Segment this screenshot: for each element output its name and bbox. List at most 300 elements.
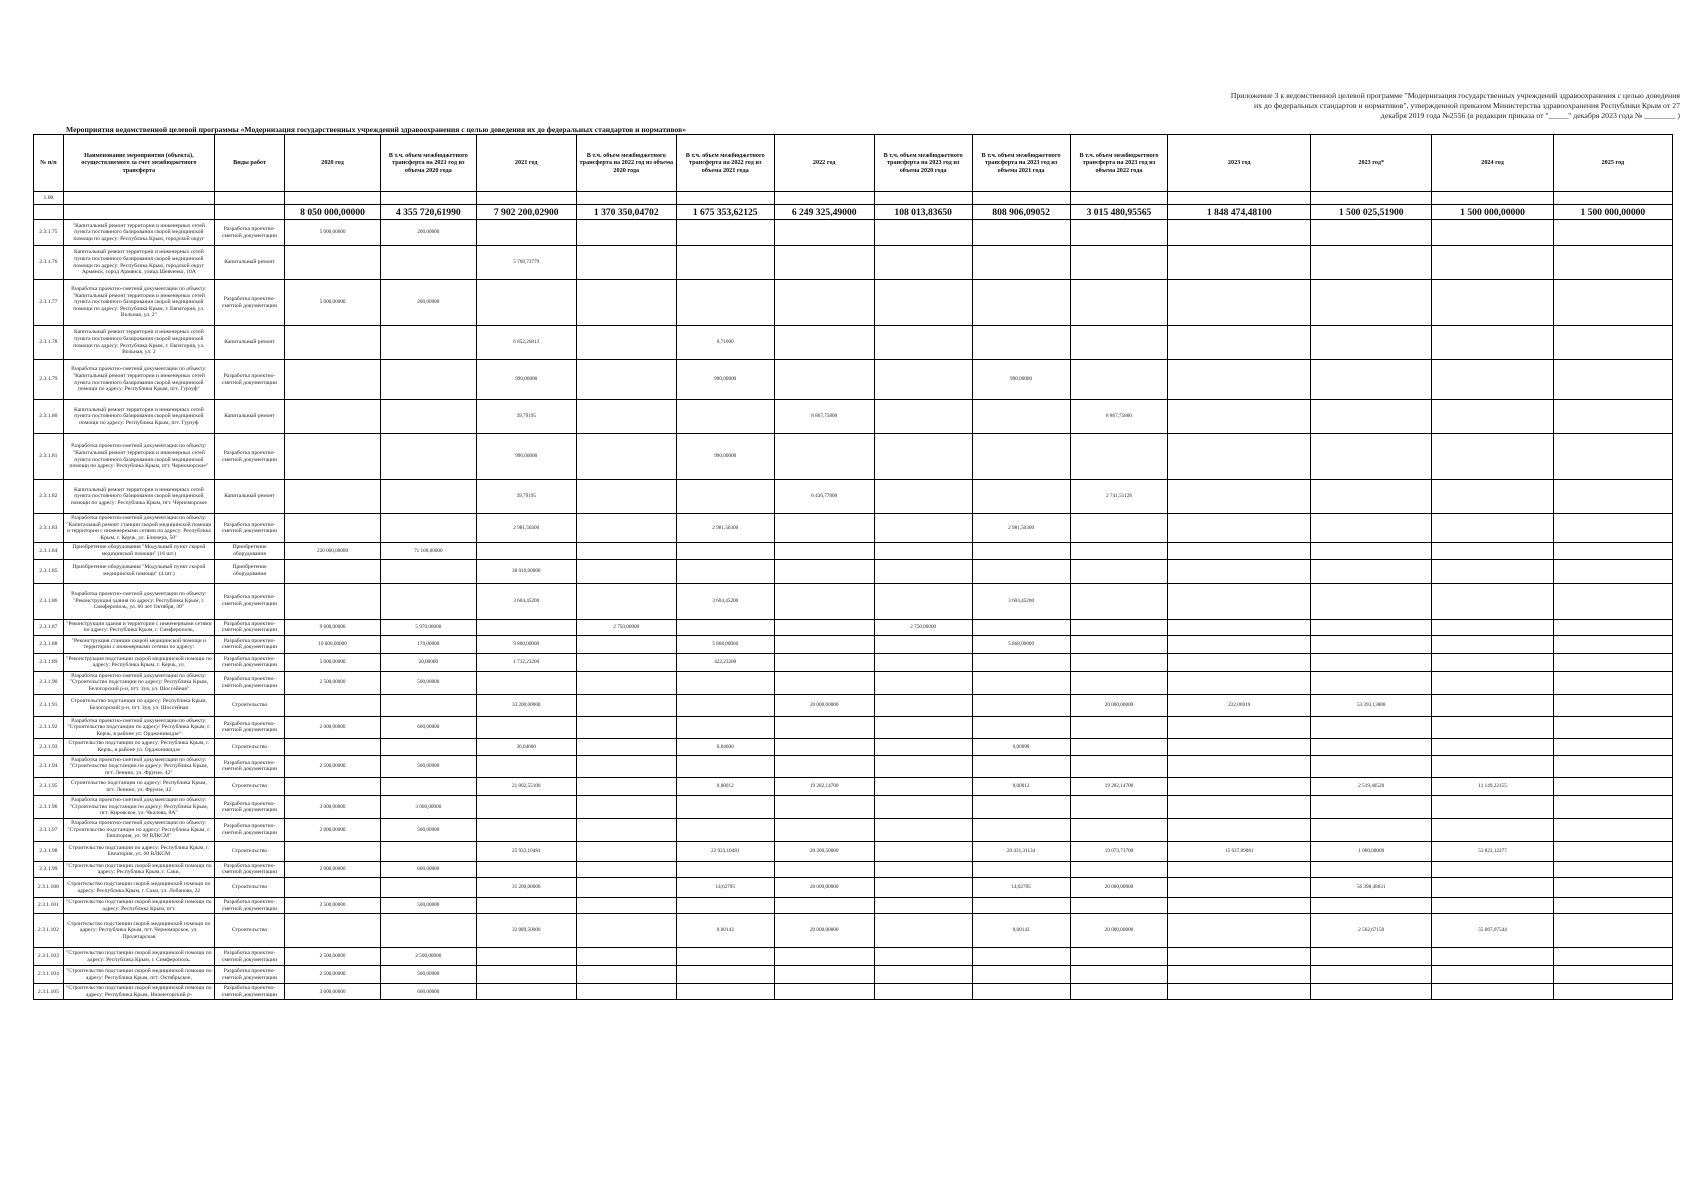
header-row bbox=[34, 135, 1673, 192]
amount-cell bbox=[972, 898, 1070, 914]
row-number: 2.3.1.82 bbox=[34, 480, 64, 514]
amount-cell bbox=[1168, 739, 1311, 755]
amount-cell bbox=[774, 966, 874, 984]
column-header: В т.ч. объем межбюджетного трансферта на 2023 год из объема 2022 года bbox=[1070, 135, 1168, 192]
amount-cell bbox=[1311, 716, 1432, 739]
amount-cell: 0,04600 bbox=[676, 739, 774, 755]
amount-cell bbox=[1311, 514, 1432, 543]
amount-cell bbox=[676, 861, 774, 877]
amount-cell: 9 800,00000 bbox=[476, 635, 576, 653]
amount-cell bbox=[1168, 984, 1311, 1000]
amount-cell: 990,00000 bbox=[476, 360, 576, 400]
amount-cell: 500,00000 bbox=[380, 898, 476, 914]
amount-cell bbox=[576, 480, 676, 514]
amount-cell bbox=[1432, 543, 1553, 559]
amount-cell: 200,00000 bbox=[380, 220, 476, 246]
appendix-line: их до федеральных стандартов и нормативов", утвержденной приказом Министерства здравоохранения Республики Крым от 27 bbox=[1254, 101, 1680, 110]
amount-cell bbox=[676, 796, 774, 819]
object-name: "Строительство подстанции скорой медицинской помощи по адресу: Республика Крым, г. Саки, bbox=[63, 861, 214, 877]
amount-cell bbox=[576, 559, 676, 583]
amount-cell bbox=[1311, 220, 1432, 246]
table-body bbox=[34, 192, 1673, 1000]
object-name: "Строительство подстанции скорой медицинской помощи по адресу: Республика Крым, пгт. Октябрьское, bbox=[63, 966, 214, 984]
amount-cell bbox=[1553, 653, 1672, 671]
object-name: Строительство подстанции по адресу: Республика Крым, пгт. Ленино, ул. Фрунзе, 42 bbox=[63, 778, 214, 796]
amount-cell bbox=[380, 246, 476, 280]
amount-cell bbox=[774, 583, 874, 619]
amount-cell bbox=[576, 796, 676, 819]
amount-cell bbox=[576, 543, 676, 559]
amount-cell bbox=[1168, 220, 1311, 246]
amount-cell bbox=[1311, 559, 1432, 583]
amount-cell bbox=[774, 653, 874, 671]
amount-cell: 2 500,00000 bbox=[285, 948, 381, 966]
amount-cell bbox=[774, 326, 874, 360]
amount-cell bbox=[1432, 694, 1553, 716]
table-row bbox=[34, 326, 1673, 360]
amount-cell bbox=[576, 861, 676, 877]
total-value: 1 675 353,62125 bbox=[676, 205, 774, 220]
amount-cell bbox=[774, 360, 874, 400]
work-type: Разработка проектно-сметной документации bbox=[214, 984, 284, 1000]
amount-cell: 39,79195 bbox=[476, 480, 576, 514]
amount-cell: 71 100,00000 bbox=[380, 543, 476, 559]
amount-cell bbox=[1553, 559, 1672, 583]
amount-cell bbox=[874, 360, 972, 400]
amount-cell bbox=[576, 280, 676, 326]
table-row bbox=[34, 220, 1673, 246]
amount-cell bbox=[676, 755, 774, 778]
amount-cell bbox=[285, 694, 381, 716]
amount-cell bbox=[972, 246, 1070, 280]
object-name: Разработка проектно-сметной документации по объекту: "Строительство подстанции по адресу: Республика Крым, г. Евпатория, ул. 60 ВЛКСМ" bbox=[63, 819, 214, 842]
amount-cell: 20 000,00000 bbox=[1070, 914, 1168, 948]
amount-cell bbox=[1553, 966, 1672, 984]
amount-cell: 25 933,10481 bbox=[476, 841, 576, 861]
amount-cell bbox=[972, 948, 1070, 966]
amount-cell bbox=[1432, 819, 1553, 842]
row-number: 2.3.1.85 bbox=[34, 559, 64, 583]
amount-cell bbox=[676, 819, 774, 842]
amount-cell: 2 000,00000 bbox=[285, 716, 381, 739]
total-value: 1 500 000,00000 bbox=[1553, 205, 1672, 220]
object-name: Капитальный ремонт территории и инженерных сетей пункта постоянного базирования скорой медицинской помощи по адресу: Республика Крым, г. Евпатория, ул. Вольная, ул. 2 bbox=[63, 326, 214, 360]
amount-cell: 3 604,45200 bbox=[972, 583, 1070, 619]
amount-cell: 2 500,00000 bbox=[285, 755, 381, 778]
amount-cell: 19 073,71700 bbox=[1070, 841, 1168, 861]
amount-cell bbox=[874, 778, 972, 796]
amount-cell bbox=[576, 360, 676, 400]
table-row bbox=[34, 635, 1673, 653]
amount-cell bbox=[774, 755, 874, 778]
amount-cell bbox=[1553, 543, 1672, 559]
amount-cell bbox=[1432, 280, 1553, 326]
amount-cell: 20 000,00000 bbox=[1070, 694, 1168, 716]
amount-cell bbox=[1432, 739, 1553, 755]
amount-cell: 0,71000 bbox=[676, 326, 774, 360]
amount-cell: 9 600,00000 bbox=[285, 619, 381, 635]
amount-cell bbox=[874, 716, 972, 739]
amount-cell bbox=[1070, 966, 1168, 984]
row-number: 2.3.1.97 bbox=[34, 819, 64, 842]
amount-cell bbox=[1553, 434, 1672, 480]
work-type: Разработка проектно-сметной документации bbox=[214, 280, 284, 326]
amount-cell: 53 393,13808 bbox=[1311, 694, 1432, 716]
amount-cell bbox=[380, 434, 476, 480]
object-name: Приобретение оборудования "Модульный пункт скорой медицинской помощи" (16 шт.) bbox=[63, 543, 214, 559]
empty-cell bbox=[1168, 192, 1311, 205]
table-row bbox=[34, 966, 1673, 984]
amount-cell bbox=[576, 326, 676, 360]
amount-cell: 20 000,00000 bbox=[774, 878, 874, 898]
amount-cell bbox=[1311, 543, 1432, 559]
amount-cell bbox=[972, 966, 1070, 984]
amount-cell bbox=[676, 246, 774, 280]
amount-cell bbox=[1168, 898, 1311, 914]
amount-cell bbox=[1070, 543, 1168, 559]
amount-cell bbox=[972, 480, 1070, 514]
object-name: Приобретение оборудования "Модульный пункт скорой медицинской помощи" (4 шт.) bbox=[63, 559, 214, 583]
amount-cell bbox=[476, 716, 576, 739]
amount-cell bbox=[874, 694, 972, 716]
amount-cell: 20 300,50000 bbox=[774, 841, 874, 861]
amount-cell bbox=[1432, 480, 1553, 514]
amount-cell bbox=[1553, 739, 1672, 755]
row-number: 2.3.1.100 bbox=[34, 878, 64, 898]
amount-cell bbox=[1432, 966, 1553, 984]
amount-cell bbox=[1168, 543, 1311, 559]
column-header: 2021 год bbox=[476, 135, 576, 192]
amount-cell: 0,00012 bbox=[676, 778, 774, 796]
amount-cell bbox=[1168, 480, 1311, 514]
amount-cell bbox=[676, 480, 774, 514]
amount-cell bbox=[1168, 966, 1311, 984]
amount-cell: 500,00000 bbox=[380, 755, 476, 778]
amount-cell bbox=[1311, 246, 1432, 280]
column-header: В т.ч. объем межбюджетного трансферта на 2021 год из объема 2020 года bbox=[380, 135, 476, 192]
amount-cell bbox=[1311, 861, 1432, 877]
empty-cell bbox=[874, 192, 972, 205]
object-name: Капитальный ремонт территории и инженерных сетей пункта постоянного базирования скорой медицинской помощи по адресу: Республика Крым, городской округ Армянск, город Армянск, улица Шевченко, 10А bbox=[63, 246, 214, 280]
amount-cell bbox=[874, 326, 972, 360]
amount-cell bbox=[972, 716, 1070, 739]
amount-cell bbox=[380, 914, 476, 948]
total-value: 8 050 000,00000 bbox=[285, 205, 381, 220]
work-type: Строительство bbox=[214, 878, 284, 898]
amount-cell bbox=[1070, 716, 1168, 739]
amount-cell bbox=[1311, 796, 1432, 819]
amount-cell bbox=[285, 400, 381, 434]
table-row bbox=[34, 400, 1673, 434]
amount-cell: 990,00000 bbox=[676, 360, 774, 400]
amount-cell bbox=[576, 948, 676, 966]
amount-cell bbox=[1311, 739, 1432, 755]
amount-cell: 500,00000 bbox=[380, 671, 476, 694]
amount-cell bbox=[285, 878, 381, 898]
table-row bbox=[34, 653, 1673, 671]
amount-cell bbox=[1553, 796, 1672, 819]
empty-cell bbox=[774, 192, 874, 205]
amount-cell bbox=[676, 948, 774, 966]
amount-cell bbox=[1432, 948, 1553, 966]
amount-cell bbox=[380, 878, 476, 898]
amount-cell bbox=[774, 898, 874, 914]
amount-cell: 170,00000 bbox=[380, 635, 476, 653]
row-number: 2.3.1.102 bbox=[34, 914, 64, 948]
code-row bbox=[34, 192, 1673, 205]
amount-cell bbox=[1070, 280, 1168, 326]
column-header: В т.ч. объем межбюджетного трансферта на 2022 год из объема 2020 года bbox=[576, 135, 676, 192]
amount-cell bbox=[1553, 948, 1672, 966]
amount-cell: 33 200,00000 bbox=[476, 694, 576, 716]
table-row bbox=[34, 434, 1673, 480]
amount-cell bbox=[1432, 984, 1553, 1000]
amount-cell bbox=[1311, 583, 1432, 619]
amount-cell: 0,00012 bbox=[972, 778, 1070, 796]
amount-cell bbox=[1168, 400, 1311, 434]
amount-cell bbox=[1070, 653, 1168, 671]
amount-cell bbox=[874, 671, 972, 694]
amount-cell bbox=[476, 861, 576, 877]
total-value: 6 249 325,49000 bbox=[774, 205, 874, 220]
amount-cell: 14,62795 bbox=[972, 878, 1070, 898]
object-name: "Реконструкция здания и территории с инженерными сетями по адресу: Республика Крым, г. Симферополь, bbox=[63, 619, 214, 635]
amount-cell: 10 000,00000 bbox=[285, 635, 381, 653]
column-header: В т.ч. объем межбюджетного трансферта на 2022 год из объема 2021 года bbox=[676, 135, 774, 192]
amount-cell bbox=[1553, 326, 1672, 360]
amount-cell bbox=[1168, 653, 1311, 671]
row-number: 2.3.1.92 bbox=[34, 716, 64, 739]
document-title: Мероприятия ведомственной целевой программы «Модернизация государственных учреждений здравоохранения с целью доведения их до федеральных стандартов и нормативов» bbox=[66, 125, 687, 134]
amount-cell: 5 970,00000 bbox=[380, 619, 476, 635]
amount-cell bbox=[285, 514, 381, 543]
row-number: 2.3.1.86 bbox=[34, 583, 64, 619]
empty-cell bbox=[214, 205, 284, 220]
table-row bbox=[34, 671, 1673, 694]
amount-cell: 22 933,10481 bbox=[676, 841, 774, 861]
amount-cell bbox=[576, 966, 676, 984]
amount-cell bbox=[576, 694, 676, 716]
row-number: 2.3.1.88 bbox=[34, 635, 64, 653]
amount-cell: 2 981,50300 bbox=[676, 514, 774, 543]
amount-cell bbox=[285, 914, 381, 948]
amount-cell bbox=[576, 716, 676, 739]
amount-cell bbox=[1168, 434, 1311, 480]
amount-cell bbox=[676, 543, 774, 559]
amount-cell bbox=[874, 914, 972, 948]
work-type: Строительство bbox=[214, 694, 284, 716]
table-row bbox=[34, 796, 1673, 819]
amount-cell bbox=[774, 796, 874, 819]
table-row bbox=[34, 819, 1673, 842]
amount-cell: 2 981,50300 bbox=[476, 514, 576, 543]
amount-cell bbox=[380, 778, 476, 796]
amount-cell bbox=[1070, 819, 1168, 842]
amount-cell bbox=[1311, 434, 1432, 480]
amount-cell bbox=[874, 543, 972, 559]
table-row bbox=[34, 480, 1673, 514]
amount-cell: 5 000,00000 bbox=[285, 220, 381, 246]
row-number: 2.3.1.90 bbox=[34, 671, 64, 694]
amount-cell: 36,04600 bbox=[476, 739, 576, 755]
row-number: 2.3.1.104 bbox=[34, 966, 64, 984]
amount-cell bbox=[1432, 653, 1553, 671]
amount-cell bbox=[1311, 898, 1432, 914]
empty-cell bbox=[1432, 192, 1553, 205]
empty-cell bbox=[576, 192, 676, 205]
amount-cell bbox=[1311, 360, 1432, 400]
amount-cell bbox=[285, 583, 381, 619]
amount-cell bbox=[576, 400, 676, 434]
amount-cell bbox=[1168, 246, 1311, 280]
row-number: 2.3.1.81 bbox=[34, 434, 64, 480]
amount-cell bbox=[1311, 480, 1432, 514]
amount-cell bbox=[1432, 878, 1553, 898]
amount-cell bbox=[774, 619, 874, 635]
work-type: Приобретение оборудования bbox=[214, 559, 284, 583]
amount-cell: 3 000,00000 bbox=[285, 984, 381, 1000]
empty-cell bbox=[214, 192, 284, 205]
amount-cell bbox=[1311, 948, 1432, 966]
amount-cell bbox=[1168, 861, 1311, 877]
table-row bbox=[34, 280, 1673, 326]
amount-cell bbox=[1432, 514, 1553, 543]
work-type: Разработка проектно-сметной документации bbox=[214, 220, 284, 246]
row-number: 2.3.1.80 bbox=[34, 400, 64, 434]
amount-cell bbox=[1311, 966, 1432, 984]
amount-cell: 0,00143 bbox=[972, 914, 1070, 948]
work-type: Разработка проектно-сметной документации bbox=[214, 514, 284, 543]
amount-cell bbox=[1168, 755, 1311, 778]
table-row bbox=[34, 841, 1673, 861]
row-number: 2.3.1.93 bbox=[34, 739, 64, 755]
amount-cell: 31 200,00000 bbox=[476, 878, 576, 898]
amount-cell bbox=[476, 898, 576, 914]
amount-cell bbox=[972, 400, 1070, 434]
work-type: Разработка проектно-сметной документации bbox=[214, 966, 284, 984]
table-row bbox=[34, 694, 1673, 716]
amount-cell: 38 010,00000 bbox=[476, 559, 576, 583]
amount-cell bbox=[1432, 400, 1553, 434]
work-type: Капитальный ремонт bbox=[214, 480, 284, 514]
amount-cell: 3 604,45200 bbox=[476, 583, 576, 619]
amount-cell bbox=[774, 948, 874, 966]
amount-cell bbox=[285, 434, 381, 480]
amount-cell bbox=[576, 246, 676, 280]
amount-cell bbox=[1553, 635, 1672, 653]
row-number: 2.3.1.103 bbox=[34, 948, 64, 966]
amount-cell bbox=[874, 966, 972, 984]
amount-cell bbox=[1553, 671, 1672, 694]
amount-cell bbox=[1070, 326, 1168, 360]
amount-cell: 1 712,23200 bbox=[476, 653, 576, 671]
amount-cell bbox=[1432, 583, 1553, 619]
amount-cell: 20 000,00000 bbox=[774, 914, 874, 948]
amount-cell bbox=[874, 755, 972, 778]
amount-cell bbox=[874, 819, 972, 842]
work-type: Строительство bbox=[214, 739, 284, 755]
amount-cell bbox=[1168, 514, 1311, 543]
appendix-line: Приложение 3 к ведомственной целевой программе "Модернизация государственных учреждений здравоохранения с целью доведения bbox=[1230, 91, 1680, 100]
amount-cell: 5 868,00000 bbox=[676, 635, 774, 653]
table-row bbox=[34, 914, 1673, 948]
amount-cell bbox=[1432, 360, 1553, 400]
amount-cell bbox=[972, 694, 1070, 716]
amount-cell bbox=[874, 434, 972, 480]
amount-cell bbox=[380, 583, 476, 619]
object-name: Строительство подстанции по адресу: Республика Крым, г. Керчь, в районе ул. Орджоникидзе bbox=[63, 739, 214, 755]
object-name: Разработка проектно-сметной документации по объекту: "Капитальный ремонт территории и инженерных сетей пункта постоянного базирования скорой медицинской помощи по адресу: Республика Крым, пгт. Черноморское" bbox=[63, 434, 214, 480]
empty-cell bbox=[285, 192, 381, 205]
amount-cell bbox=[285, 739, 381, 755]
amount-cell bbox=[874, 480, 972, 514]
amount-cell bbox=[1311, 653, 1432, 671]
table-row bbox=[34, 878, 1673, 898]
amount-cell bbox=[874, 861, 972, 877]
amount-cell: 15 637,89081 bbox=[1168, 841, 1311, 861]
amount-cell bbox=[774, 716, 874, 739]
totals-row bbox=[34, 205, 1673, 220]
amount-cell bbox=[774, 246, 874, 280]
work-type: Разработка проектно-сметной документации bbox=[214, 583, 284, 619]
amount-cell bbox=[676, 694, 774, 716]
amount-cell bbox=[874, 898, 972, 914]
table-row bbox=[34, 246, 1673, 280]
amount-cell bbox=[1553, 280, 1672, 326]
amount-cell bbox=[1070, 635, 1168, 653]
amount-cell bbox=[476, 755, 576, 778]
table-row bbox=[34, 543, 1673, 559]
amount-cell bbox=[476, 948, 576, 966]
amount-cell bbox=[1070, 948, 1168, 966]
amount-cell bbox=[380, 841, 476, 861]
amount-cell bbox=[576, 914, 676, 948]
column-header: 2020 год bbox=[285, 135, 381, 192]
amount-cell: 600,00000 bbox=[380, 861, 476, 877]
amount-cell: 2 000,00000 bbox=[285, 819, 381, 842]
amount-cell: 3 604,45200 bbox=[676, 583, 774, 619]
amount-cell bbox=[676, 984, 774, 1000]
amount-cell bbox=[576, 653, 676, 671]
amount-cell bbox=[1070, 984, 1168, 1000]
object-name: Разработка проектно-сметной документации по объекту: "Строительство подстанции по адресу: Республика Крым, пгт. Кировское, ул. Чкалова, 8А" bbox=[63, 796, 214, 819]
amount-cell bbox=[1553, 583, 1672, 619]
row-number: 2.3.1.78 bbox=[34, 326, 64, 360]
amount-cell: 0,00143 bbox=[676, 914, 774, 948]
amount-cell bbox=[576, 514, 676, 543]
amount-cell bbox=[1311, 755, 1432, 778]
amount-cell bbox=[285, 480, 381, 514]
work-type: Капитальный ремонт bbox=[214, 246, 284, 280]
amount-cell bbox=[1432, 716, 1553, 739]
amount-cell bbox=[874, 280, 972, 326]
amount-cell bbox=[972, 671, 1070, 694]
object-name: Разработка проектно-сметной документации по объекту: "Капитальный ремонт территории и инженерных сетей пункта постоянного базирования скорой медицинской помощи по адресу: Республика Крым, пгт. Гурзуф" bbox=[63, 360, 214, 400]
amount-cell bbox=[380, 514, 476, 543]
amount-cell bbox=[1553, 694, 1672, 716]
amount-cell bbox=[774, 819, 874, 842]
row-number: 2.3.1.89 bbox=[34, 653, 64, 671]
amount-cell bbox=[476, 796, 576, 819]
row-number: 2.3.1.77 bbox=[34, 280, 64, 326]
amount-cell bbox=[576, 841, 676, 861]
amount-cell: 990,00000 bbox=[972, 360, 1070, 400]
work-type: Разработка проектно-сметной документации bbox=[214, 635, 284, 653]
amount-cell: 600,00000 bbox=[380, 984, 476, 1000]
amount-cell bbox=[676, 716, 774, 739]
work-type: Капитальный ремонт bbox=[214, 400, 284, 434]
amount-cell: 32 089,50000 bbox=[476, 914, 576, 948]
